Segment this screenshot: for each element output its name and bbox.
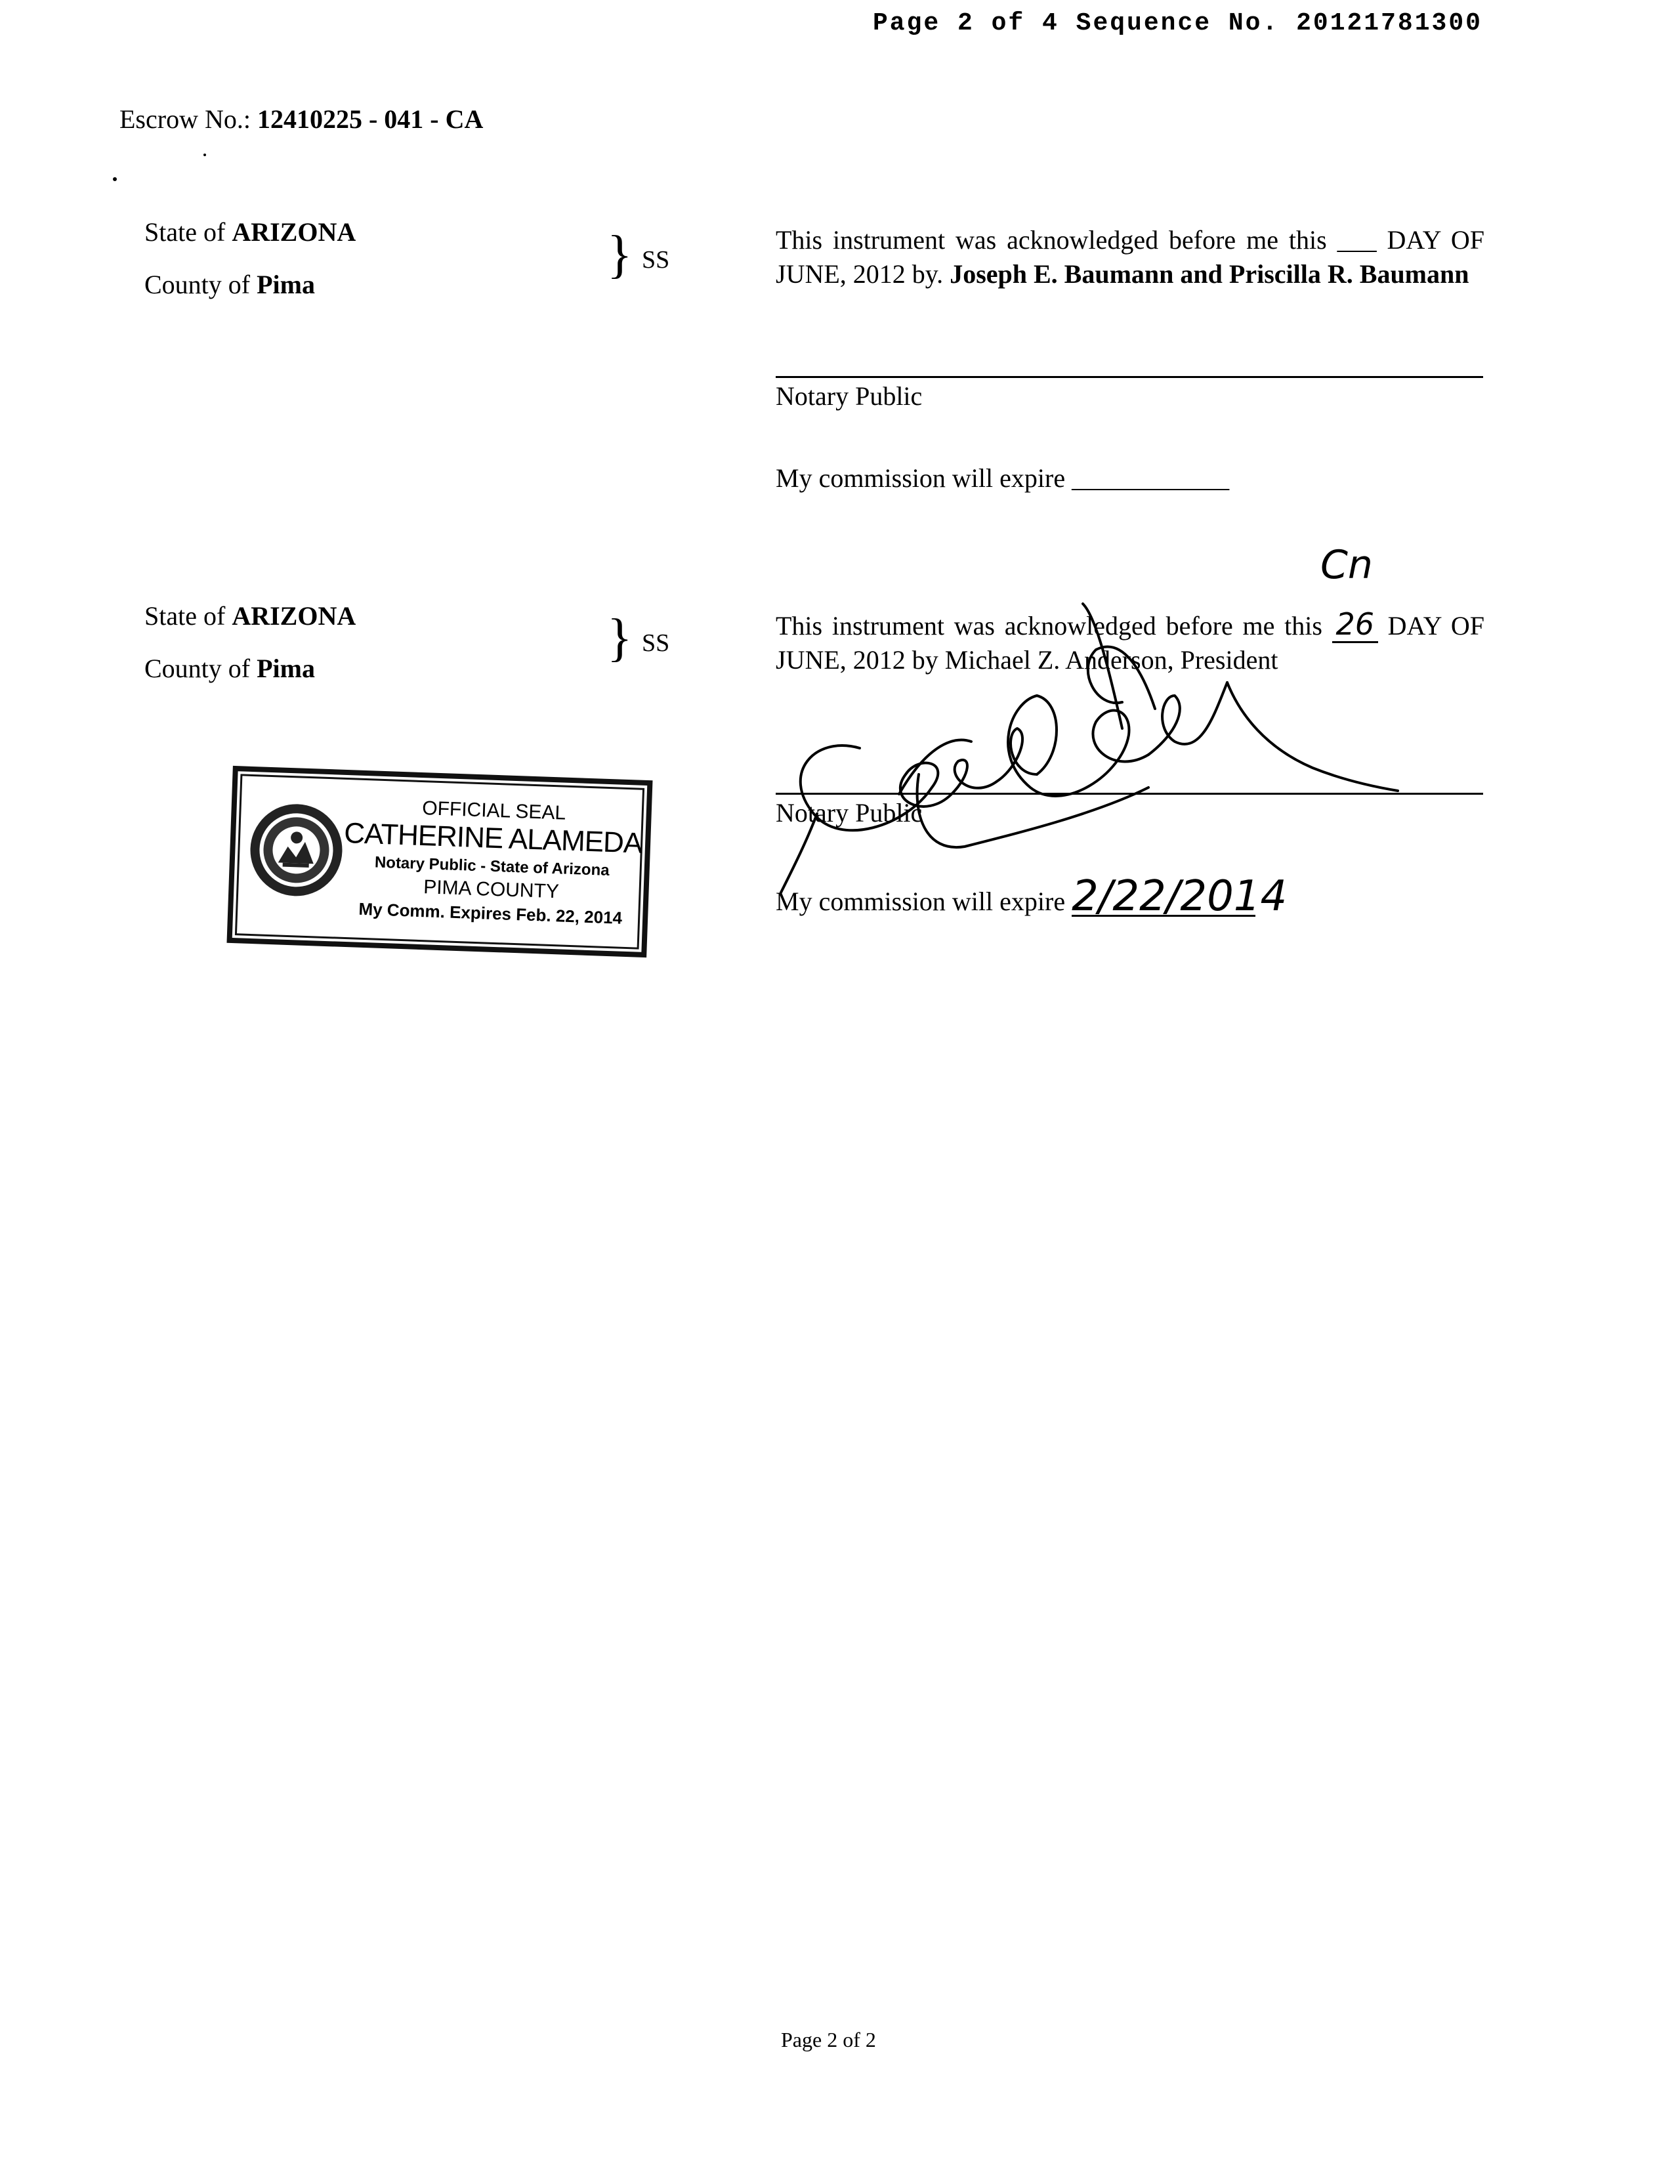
block2-county-prefix: County of [144, 654, 251, 683]
block1-signers: Joseph E. Baumann and Priscilla R. Baumann [950, 259, 1469, 289]
block1-brace: } [607, 226, 633, 284]
stamp-line-state: Notary Public - State of Arizona [374, 853, 610, 880]
block1-county: Pima [257, 270, 315, 299]
notary-seal-stamp [226, 766, 652, 957]
block1-ack-mid: DAY OF JUNE, 2012 by. [776, 225, 1485, 289]
block2-brace: } [607, 609, 633, 667]
block2-state: ARIZONA [232, 601, 356, 631]
block2-county: Pima [257, 654, 315, 683]
stamp-line-county: PIMA COUNTY [423, 876, 560, 903]
block2-commission-handwritten: 2/22/2014 [1072, 872, 1288, 921]
block2-notary-label: Notary Public [776, 798, 923, 828]
block2-initials-handwritten: Cn [1320, 542, 1373, 588]
block2-state-line [144, 600, 356, 631]
block1-commission-line [776, 463, 1229, 494]
arizona-state-seal-icon [245, 799, 347, 901]
stamp-line-notary-name: CATHERINE ALAMEDA [343, 816, 643, 860]
page-footer: Page 2 of 2 [781, 2028, 876, 2051]
escrow-line [119, 104, 483, 135]
block1-notary-label: Notary Public [776, 381, 923, 411]
block1-county-line [144, 269, 315, 300]
block1-state-line [144, 217, 356, 247]
block1-acknowledgment [776, 223, 1484, 291]
scan-speck [113, 177, 117, 181]
escrow-label: Escrow No.: [119, 104, 251, 134]
escrow-number: 12410225 - 041 - CA [257, 104, 484, 134]
page-header: Page 2 of 4 Sequence No. 20121781300 [873, 9, 1482, 37]
block1-commission-blank: ____________ [1072, 463, 1230, 493]
block1-commission-label: My commission will expire [776, 463, 1066, 493]
stamp-line-official-seal: OFFICIAL SEAL [421, 797, 566, 824]
block2-county-line [144, 653, 315, 684]
block2-ss: SS [642, 629, 670, 657]
block2-day-handwritten: 26 [1332, 607, 1378, 643]
block1-signature-line [776, 376, 1483, 378]
scan-speck [203, 154, 206, 156]
block1-ack-prefix: This instrument was acknowledged before me this [776, 225, 1327, 255]
block1-county-prefix: County of [144, 270, 251, 299]
block2-commission-label: My commission will expire [776, 887, 1066, 916]
block1-state-prefix: State of [144, 217, 226, 247]
block1-day-blank: ___ [1337, 225, 1377, 255]
notary-signature [755, 538, 1477, 945]
block2-ack-mid: DAY OF JUNE, 2012 by [776, 611, 1485, 675]
block2-state-prefix: State of [144, 601, 226, 631]
block1-state: ARIZONA [232, 217, 356, 247]
block2-signer: Michael Z. Anderson, President [944, 645, 1278, 675]
block2-ack-prefix: This instrument was acknowledged before me this [776, 611, 1322, 640]
block1-ss: SS [642, 246, 670, 274]
stamp-line-expiration: My Comm. Expires Feb. 22, 2014 [358, 898, 623, 928]
